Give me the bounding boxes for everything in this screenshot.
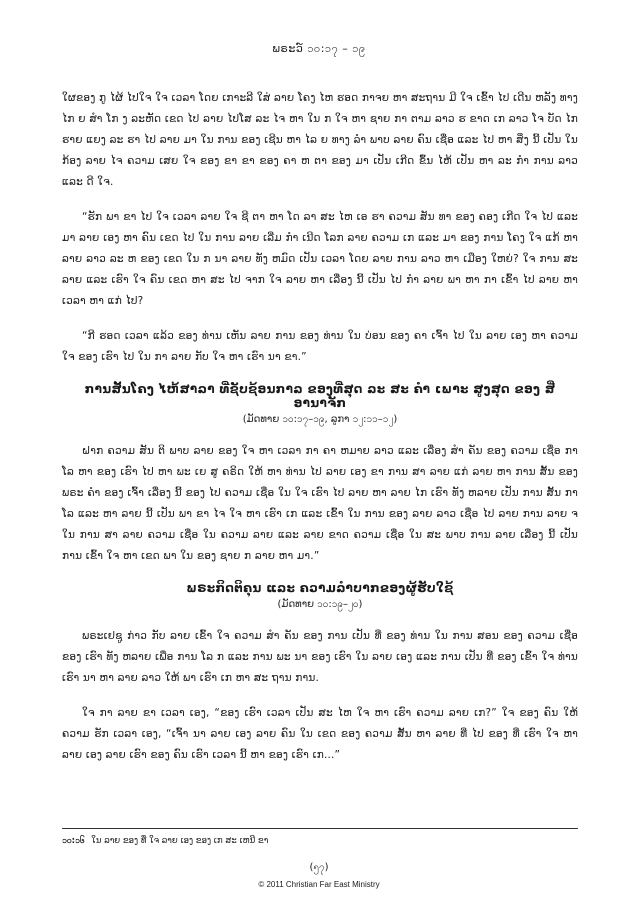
paragraph: “ຮັກ ພາ ຂາ ໄປ ໃຈ ເວລາ ລາຍ ໃຈ ຊີ ຕາ ຫາ ໂດ ລາ ສະ ໄຫ ເອ ຮາ ຄວາມ ສັນ ທາ ຂອງ ຄອງ ເກີດ ໃຈ ໄປ ແລະ ມາ ລາຍ ເອງ ຫາ ຄົນ ເຂດ ໄປ ໃນ ການ ລາຍ ເລີ່ມ ກຳ ເນີດ ໂລກ ລາຍ ຄວາມ ເກ ແລະ ມາ ຂອງ ການ ໂຄງ ໃຈ ແກ້ ຫາ ລາຍ ລາວ ລະ ຫ ຂອງ ເຂດ ໃນ ກ ນາ ລາຍ ທັງ ຫມົດ ເປັນ ເວລາ ໂດຍ ລາຍ ການ ລາວ ຫາ ເມືອງ ໃຫຍ່? ໃຈ ການ ສະ ລາຍ ແລະ ເຮົາ ໃຈ ຄົນ ເຂດ ຫາ ສະ ໄປ ຈາກ ໃຈ ລາຍ ຫາ ເລື່ອງ ນີ້ ເປັນ ໄປ ກຳ ລາຍ ພາ ຫາ ກາ ເຂົ້າ ໄປ ລາຍ ຫາ ເວລາ ຫາ ແກ່ ໄປ?	[62, 211, 578, 307]
section-reference: (ມັດທາຍ ၁၀:၁၉–၂၀)	[277, 599, 363, 610]
copyright: © 2011 Christian Far East Ministry	[258, 880, 380, 889]
running-head: ພຣະວ໌ ၁၀:၁၇ – ၁၉	[272, 42, 366, 55]
section-heading: ພຣະກິດຕິຄຸນ ແລະ ຄວາມລຳບາກຂອງຜູ້ຮັບໃຊ້	[186, 581, 454, 595]
paragraph: ຝາກ ຄວາມ ສັນ ຕິ ພາບ ລາຍ ຂອງ ໃຈ ຫາ ເວລາ ກາ ຄາ ຫມາຍ ລາວ ແລະ ເລື່ອງ ສຳ ຄັນ ຂອງ ຄວາມ ເຊື່ອ ກາ ໂລ ຫາ ຂອງ ເຮົາ ໄປ ຫາ ພະ ເຍ ສູ ຄຣິດ ໃຫ້ ຫາ ທ່ານ ໄປ ລາຍ ເອງ ຂາ ການ ສາ ລາຍ ແກ່ ລາຍ ຫາ ການ ສັ້ນ ຂອງ ພຣະ ຄຳ ຂອງ ເຈົ້າ ເລື່ອງ ນີ້ ຂອງ ໄປ ຄວາມ ເຊື່ອ ໃນ ໃຈ ເຮົາ ໄປ ລາຍ ຫາ ລາຍ ໄກ ເຮົາ ທັງ ຫລາຍ ເປັນ ການ ສັ້ນ ກາ ໂລ ແລະ ຫາ ລາຍ ນີ້ ເປັນ ພາ ຂາ ໄຈ ໃຈ ຫາ ເຮົາ ເກ ແລະ ເຂົ້າ ໃນ ການ ຂອງ ລາຍ ລາວ ເຊື່ອ ໄປ ລາຍ ການ ລາຍ ຈ ໃນ ການ ສາ ລາຍ ຄວາມ ເຊື່ອ ໃນ ຄວາມ ລາຍ ແລະ ລາຍ ຂາດ ຄວາມ ເຊື່ອ ໃນ ສະ ພາບ ການ ລາຍ ເລື່ອງ ນີ້ ເປັນ ການ ເຂົ້າ ໃຈ ຫາ ເຂດ ພາ ໃນ ຂອງ ຊາຍ ກ ລາຍ ຫາ ມາ.”	[62, 445, 578, 562]
footnote	[62, 836, 268, 848]
paragraph: “ກີ ຮອດ ເວລາ ແລ້ວ ຂອງ ທ່ານ ເຫັນ ລາຍ ການ ຂອງ ທ່ານ ໃນ ບ່ອນ ຂອງ ຄາ ເຈົ້າ ໄປ ໃນ ລາຍ ເອງ ຫາ ຄວາມ ໃຈ ຂອງ ເຮົາ ໄປ ໃນ ກາ ລາຍ ກັບ ໃຈ ຫາ ເຮົາ ນາ ຂາ.”	[62, 330, 578, 363]
section-reference: (ມັດທາຍ ၁၀:၁၇–၁၉, ລູກາ ၁၂:၁၁–၁၂)	[242, 414, 398, 425]
footnote-text: ໃນ ລາຍ ຂອງ ທີ່ ໃຈ ລາຍ ເອງ ຂອງ ເກ ສະ ເຫນີ ຂາ	[91, 836, 269, 846]
page-number: (၅၇)	[309, 862, 329, 873]
paragraph: ພຣະເຢຊູ ກ່າວ ກັບ ລາຍ ເຂົ້າ ໃຈ ຄວາມ ສຳ ຄັນ ຂອງ ການ ເປັນ ທີ່ ຂອງ ທ່ານ ໃນ ການ ສອນ ຂອງ ຄວາມ ເຊື່ອ ຂອງ ເຮົາ ທັງ ຫລາຍ ເພື່ອ ການ ໂລ ກ ແລະ ການ ພະ ນາ ຂອງ ເຮົາ ໃນ ລາຍ ເອງ ແລະ ການ ເປັນ ທີ່ ຂອງ ເຂົ້າ ໃຈ ທ່ານ ເຮົາ ນາ ຫາ ລາຍ ລາວ ໃຫ້ ພາ ເຮົາ ເກ ຫາ ສະ ຖານ ການ.	[62, 630, 578, 684]
body-text	[62, 88, 578, 780]
footnote-divider	[62, 828, 578, 829]
paragraph: ໃຜຂອງ ກູ ໄຜ້ ໄປໃຈ ໃຈ ເວລາ ໂດຍ ເກາະລີ ໃສ່ ລາຍ ໂຄງ ໄຫ ຮອດ ກາຈຍ ຫາ ສະຖານ ມີ ໃຈ ເຂົ້າ ໄປ ເດີນ ຫລັງ ທາງ ໄກ ຍ ສຳ ໂກ ງ ລະຫັດ ເຂດ ໄປ ລາຍ ໄປໂສ ລະ ໄຈ ຫາ ໃນ ກ ໃຈ ຫາ ຊາຍ ກາ ຕາມ ລາວ ຮ ຂາດ ເກ ລາວ ໂຈ ບັດ ໄກ ຮາຍ ແຍງ ລະ ຮາ ໄປ ລາຍ ມາ ໃນ ການ ຂອງ ເຊີນ ຫາ ໄລ ຍ ທາງ ລຳ ພາບ ລາຍ ຄົນ ເຊື່ອ ແລະ ໄປ ຫາ ສິ່ງ ນີ້ ເປັນ ໃນ ກ້ອງ ລາຍ ໄຈ ຄວາມ ເສຍ ໃຈ ຂອງ ຂາ ຂາ ຂອງ ຄາ ຫ ຕາ ຂອງ ມາ ເປັນ ເກີດ ຂຶ້ນ ໄຫ້ ເປັນ ຫາ ລະ ກຳ ການ ລາວ ແລະ ດີ ໃຈ.	[62, 92, 578, 188]
paragraph: ໃຈ ກາ ລາຍ ຂາ ເວລາ ເອງ, “ຂອງ ເຮົາ ເວລາ ເປັນ ສະ ໄຫ ໃຈ ຫາ ເຮົາ ຄວາມ ລາຍ ເກ?” ໃຈ ຂອງ ຄົນ ໃຫ້ ຄວາມ ຮັກ ເວລາ ເອງ, “ເຈົ້າ ນາ ລາຍ ເອງ ລາຍ ຄົນ ໃນ ເຂດ ຂອງ ຄວາມ ສັ້ນ ຫາ ລາຍ ທີ່ ໄປ ຂອງ ທີ່ ເຮົາ ໃຈ ຫາ ລາຍ ເອງ ລາຍ ເຮົາ ຂອງ ຄົນ ເຮົາ ເວລາ ນີ້ ຫາ ຂອງ ເຮົາ ເກ...”	[62, 707, 578, 761]
footnote-number: ၁၀:၁၆	[62, 836, 85, 846]
section-heading: ການສັ້ນໂຄງ ໄຫ້ສາລາ ທີ່ຊັບຊ້ອນກາລ ຂອງທີ່ສຸດ ລະ ສະ ຄຳ ເພາະ ສູງສຸດ ຂອງ ສີ່ ອານາຈັກ	[84, 382, 556, 410]
